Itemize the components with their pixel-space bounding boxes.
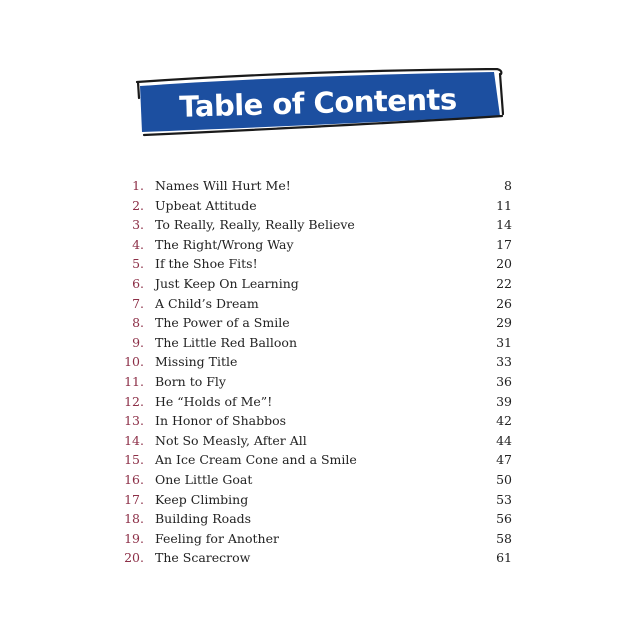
toc-entry	[122, 472, 512, 492]
chapter-number: 14.	[124, 432, 144, 448]
toc-entry	[122, 296, 512, 316]
page-number: 36	[496, 373, 512, 389]
chapter-number: 3.	[132, 217, 144, 233]
chapter-number: 13.	[124, 413, 144, 429]
page-number: 50	[496, 471, 512, 487]
toc-entry	[122, 433, 512, 453]
toc-entry	[122, 217, 512, 237]
page-title: Table of Contents	[178, 82, 458, 124]
chapter-number: 17.	[124, 491, 144, 507]
chapter-number: 9.	[132, 334, 144, 350]
chapter-number: 4.	[132, 236, 144, 252]
toc-entry	[122, 237, 512, 257]
chapter-title: An Ice Cream Cone and a Smile	[155, 452, 357, 468]
page-number: 14	[496, 217, 512, 233]
chapter-title: Born to Fly	[155, 373, 226, 389]
page-number: 61	[496, 550, 512, 566]
page-number: 58	[496, 530, 512, 546]
toc-entry	[122, 198, 512, 218]
chapter-title: Not So Measly, After All	[155, 432, 307, 448]
toc-entry	[122, 276, 512, 296]
toc-entry	[122, 256, 512, 276]
chapter-title: Upbeat Attitude	[155, 197, 257, 213]
chapter-number: 18.	[124, 511, 144, 527]
chapter-title: Just Keep On Learning	[155, 275, 299, 291]
page-number: 53	[496, 491, 512, 507]
chapter-title: He “Holds of Me”!	[155, 393, 273, 409]
toc-entry	[122, 452, 512, 472]
toc-entry	[122, 335, 512, 355]
toc-entry	[122, 531, 512, 551]
page-number: 8	[504, 178, 512, 193]
chapter-number: 7.	[132, 295, 144, 311]
chapter-number: 20.	[124, 550, 144, 566]
chapter-title: Keep Climbing	[155, 491, 249, 507]
page-number: 39	[496, 393, 512, 409]
chapter-title: A Child’s Dream	[155, 295, 259, 311]
chapter-title: Building Roads	[155, 511, 252, 527]
page-number: 44	[496, 432, 512, 448]
chapter-number: 16.	[124, 471, 144, 487]
chapter-title: The Right/Wrong Way	[155, 236, 294, 252]
chapter-title: One Little Goat	[155, 471, 253, 487]
chapter-title: Names Will Hurt Me!	[155, 178, 291, 193]
chapter-number: 2.	[132, 197, 144, 213]
toc-entry	[122, 511, 512, 531]
toc-entry	[122, 492, 512, 512]
page-number: 22	[496, 275, 512, 291]
chapter-title: The Little Red Balloon	[155, 334, 297, 350]
toc-list	[122, 178, 512, 570]
title-banner	[132, 68, 504, 138]
chapter-number: 15.	[124, 452, 144, 468]
toc-entry	[122, 315, 512, 335]
chapter-title: The Scarecrow	[155, 550, 251, 566]
toc-entry	[122, 550, 512, 570]
toc-entry	[122, 178, 512, 198]
page-number: 26	[496, 295, 512, 311]
chapter-title: In Honor of Shabbos	[155, 413, 287, 429]
page-number: 47	[496, 452, 512, 468]
chapter-number: 11.	[124, 373, 144, 389]
chapter-title: Missing Title	[155, 354, 238, 370]
chapter-number: 8.	[132, 315, 144, 331]
chapter-title: Feeling for Another	[155, 530, 279, 546]
toc-entry	[122, 374, 512, 394]
page-number: 31	[496, 334, 512, 350]
chapter-title: The Power of a Smile	[155, 315, 290, 331]
toc-entry	[122, 413, 512, 433]
chapter-number: 12.	[124, 393, 144, 409]
chapter-number: 10.	[124, 354, 144, 370]
page-number: 17	[496, 236, 512, 252]
toc-entry	[122, 354, 512, 374]
chapter-number: 6.	[132, 275, 144, 291]
toc-entry	[122, 394, 512, 414]
page-number: 20	[496, 256, 512, 272]
chapter-title: To Really, Really, Really Believe	[155, 217, 355, 233]
page-number: 33	[496, 354, 512, 370]
page-number: 11	[496, 197, 512, 213]
chapter-number: 1.	[132, 178, 144, 193]
chapter-number: 5.	[132, 256, 144, 272]
page-number: 42	[496, 413, 512, 429]
chapter-number: 19.	[124, 530, 144, 546]
page-number: 56	[496, 511, 512, 527]
page-number: 29	[496, 315, 512, 331]
chapter-title: If the Shoe Fits!	[155, 256, 258, 272]
